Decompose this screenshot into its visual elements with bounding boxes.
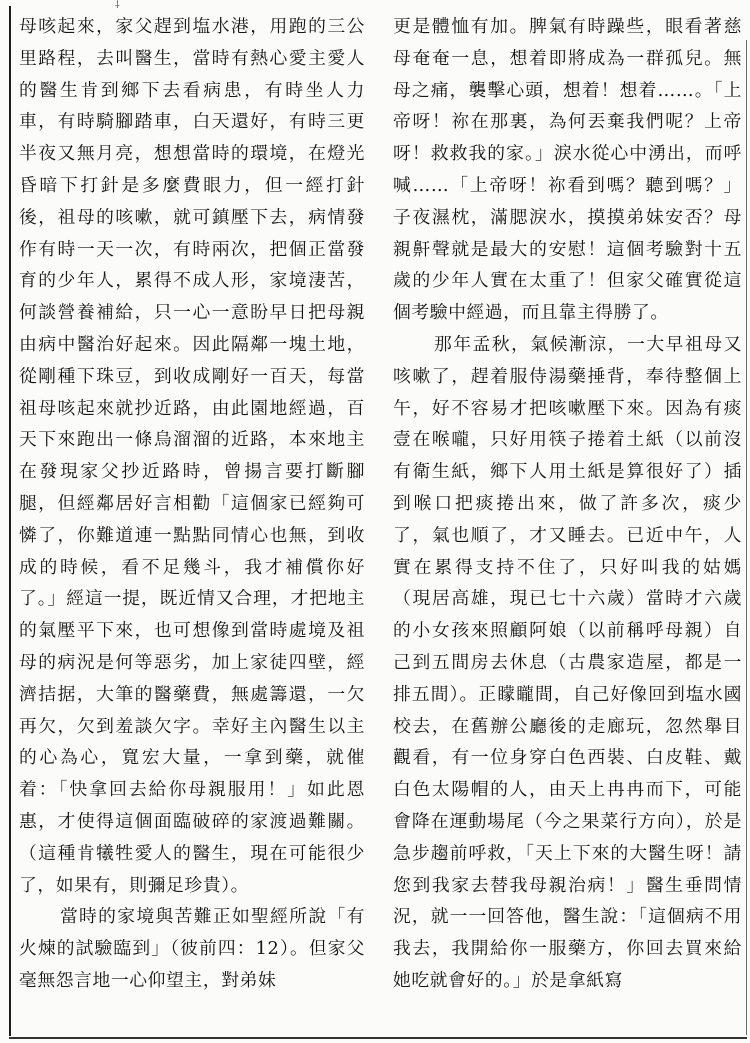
right-border-line [746,40,747,1035]
left-text-column [19,11,365,997]
right-text-column [393,11,742,997]
right-paragraph-2: 那年孟秋，氣候漸涼，一大早祖母又咳嗽了，趕着服侍湯藥捶背，奉待整個上午，好不容易才把咳嗽壓下來。因為有痰壹在喉嚨，只好用筷子捲着土紙（以前沒有衛生紙，鄉下人用土紙是算很好了）插到喉口把痰捲出來，做了許多次，痰少了，氣也順了，才又睡去。已近中午，人實在累得支持不住了，只好叫我的姑媽（現居高雄，現已七十六歲）當時才六歲的小女孩來照顧阿娘（以前稱呼母親）自己到五間房去休息（古農家造屋，都是一排五間）。正矇矓間，自己好像回到塩水國校去，在舊辦公廳後的走廊玩，忽然舉目觀看，有一位身穿白色西裝、白皮鞋、戴白色太陽帽的人，由天上冉冉而下，可能會降在運動場尾（今之果菜行方向），於是急步趨前呼救，「天上下來的大醫生呀！請您到我家去替我母親治病！」醫生垂問情況，就一一回答他，醫生說：「這個病不用我去，我開給你一服藥方，你回去買來給她吃就會好的。」於是拿紙寫 [393,333,742,991]
left-paragraph-2: 當時的家境與苦難正如聖經所說「有火煉的試驗臨到」（彼前四：12）。但家父毫無怨言地一心仰望主，對弟妹 [19,906,365,991]
left-paragraph-1: 母咳起來，家父趕到塩水港，用跑的三公里路程，去叫醫生，當時有熱心愛主愛人的醫生肯到鄉下去看病患，有時坐人力車，有時騎腳踏車，白天還好，有時三更半夜又無月亮，想想當時的環境，在燈光昏暗下打針是多麼費眼力，但一經打針後，祖母的咳嗽，就可鎮壓下去，病情發作有時一天一次，有時兩次，把個正當發育的少年人，累得不成人形，家境淒苦，何談營養補給，只一心一意盼早日把母親由病中醫治好起來。因此隔鄰一塊土地，從剛種下珠豆，到收成剛好一百天，每當祖母咳起來就抄近路，由此園地經過，百天下來跑出一條烏溜溜的近路，本來地主在發現家父抄近路時，曾揚言要打斷腳腿，但經鄰居好言相勸「這個家已經夠可憐了，你難道連一點點同情心也無，到收成的時候，看不足幾斗，我才補償你好了。」經這一提，既近情又合理，才把地主的氣壓平下來，也可想像到當時處境及祖母的病況是何等惡劣，加上家徒四壁，經濟拮据，大筆的醫藥費，無處籌還，一欠再欠，欠到羞談欠字。幸好主內醫生以主的心為心，寬宏大量，一拿到藥，就催着：「快拿回去給你母親服用！」如此恩惠，才使得這個面臨破碎的家渡過難關。（這種肯犧牲愛人的醫生，現在可能很少了，如果有，則彌足珍貴）。 [19,16,365,896]
right-paragraph-1: 更是體恤有加。脾氣有時躁些，眼看著慈母奄奄一息，想着即將成為一群孤兒。無母之痛，襲擊心頭，想着！想着……。「上帝呀！祢在那裏，為何丟棄我們呢？上帝呀！救救我的家。」淚水從心中湧出，而呼喊……「上帝呀！祢看到嗎？聽到嗎？」子夜濕枕，滿腮淚水，摸摸弟妹安否？母親鼾聲就是最大的安慰！這個考驗對十五歲的少年人實在太重了！但家父確實從這個考驗中經過，而且靠主得勝了。 [393,16,742,324]
left-border-line [9,6,11,1036]
scan-speck-mark: ⸸ [115,0,120,11]
bottom-border-line [9,1037,747,1039]
